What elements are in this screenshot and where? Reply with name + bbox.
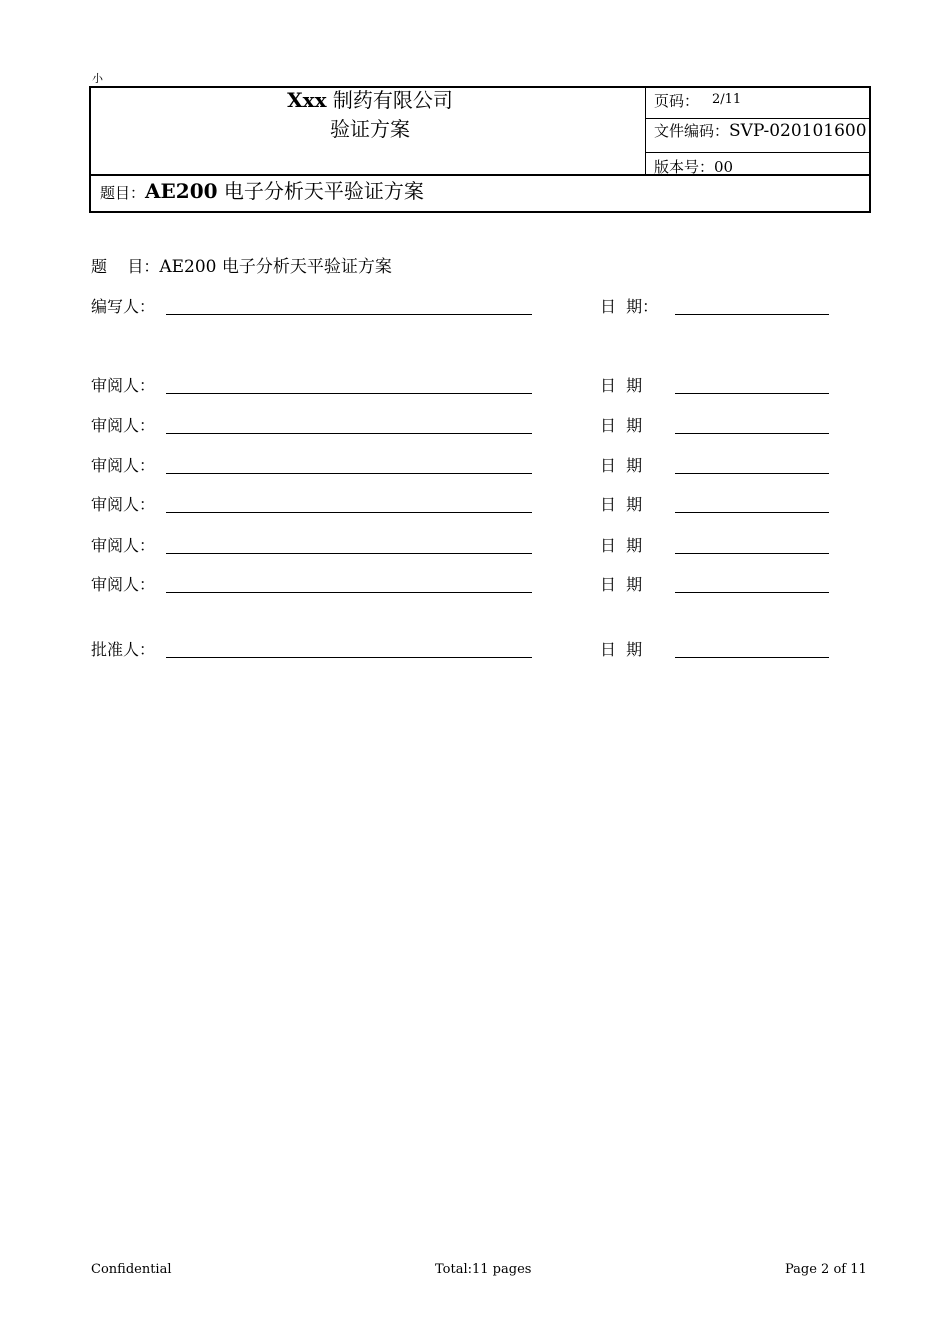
signature-line[interactable] (166, 314, 532, 315)
signature-row-author (0, 294, 950, 324)
footer-page-number: Page 2 of 11 (785, 1262, 867, 1277)
version-number: 版本号：00 (654, 158, 734, 176)
signature-line[interactable] (166, 393, 532, 394)
date-line[interactable] (675, 433, 829, 434)
page-number-label: 页码： (654, 92, 700, 110)
header-subject: 题目：AE200 电子分析天平验证方案 (100, 179, 424, 203)
signature-line[interactable] (166, 433, 532, 434)
date-line[interactable] (675, 473, 829, 474)
page-number-value: 2/11 (712, 92, 742, 107)
signer-label: 审阅人： (91, 495, 156, 514)
date-label: 日 期 (600, 495, 643, 514)
signer-label: 审阅人： (91, 536, 156, 555)
date-line[interactable] (675, 314, 829, 315)
signature-line[interactable] (166, 473, 532, 474)
footer-total-pages: Total:11 pages (435, 1262, 532, 1277)
signer-label: 审阅人： (91, 416, 156, 435)
date-label: 日 期 (600, 536, 643, 555)
date-label: 日 期： (600, 297, 659, 316)
signer-label: 审阅人： (91, 456, 156, 475)
date-label: 日 期 (600, 376, 643, 395)
signature-row-reviewer (0, 413, 950, 443)
date-label: 日 期 (600, 456, 643, 475)
date-line[interactable] (675, 657, 829, 658)
signer-label: 审阅人： (91, 575, 156, 594)
signer-label: 批准人： (91, 640, 156, 659)
document-code: 文件编码：SVP-020101600 (654, 121, 867, 141)
date-label: 日 期 (600, 416, 643, 435)
signer-label: 编写人： (91, 297, 156, 316)
company-name: Xxx 制药有限公司 (287, 88, 453, 112)
signature-row-reviewer (0, 453, 950, 483)
date-line[interactable] (675, 393, 829, 394)
signature-line[interactable] (166, 553, 532, 554)
corner-mark: 小 (92, 72, 103, 85)
form-subject: 题 目：AE200 电子分析天平验证方案 (91, 257, 392, 277)
signature-row-reviewer (0, 533, 950, 563)
date-line[interactable] (675, 512, 829, 513)
signature-line[interactable] (166, 657, 532, 658)
signature-row-approver (0, 637, 950, 667)
document-type: 验证方案 (330, 117, 410, 141)
header-divider-vertical (645, 86, 646, 175)
header-divider-page (645, 118, 871, 119)
signature-row-reviewer (0, 492, 950, 522)
footer-confidential: Confidential (91, 1262, 172, 1277)
signature-row-reviewer (0, 373, 950, 403)
date-line[interactable] (675, 592, 829, 593)
signer-label: 审阅人： (91, 376, 156, 395)
date-label: 日 期 (600, 640, 643, 659)
header-divider-code (645, 152, 871, 153)
signature-row-reviewer (0, 572, 950, 602)
signature-line[interactable] (166, 592, 532, 593)
signature-line[interactable] (166, 512, 532, 513)
date-label: 日 期 (600, 575, 643, 594)
date-line[interactable] (675, 553, 829, 554)
